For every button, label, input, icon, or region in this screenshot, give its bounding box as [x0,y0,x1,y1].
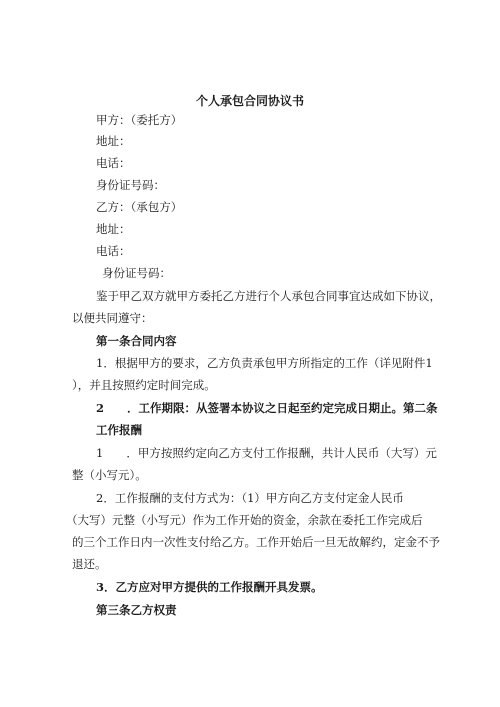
article-1-heading: 第一条合同内容 [96,334,177,348]
intro-line-2: 以便共同遵守： [72,311,153,325]
a2-item2-line2: （大写）元整（小写元）作为工作开始的资金，余款在委托工作完成后 [66,513,423,527]
a1-item1-line2: ），并且按照约定时间完成。 [72,378,216,392]
party-a-id: 身份证号码： [96,178,165,192]
a2-item3: 3．乙方应对甲方提供的工作报酬开具发票。 [96,580,323,594]
party-a-phone: 电话： [96,156,131,170]
party-a-line: 甲方：（委托方） [96,113,183,127]
intro-line-1: 鉴于甲乙双方就甲方委托乙方进行个人承包合同事宜达成如下协议， [96,289,441,303]
a2-item2-line4: 退还。 [72,557,107,571]
a2-item1-line2: 整（小写元）。 [72,468,147,482]
a1-item2-line1: 2 ．工作期限：从签署本协议之日起至约定完成日期止。第二条 [96,401,438,415]
party-b-line: 乙方：（承包方） [96,200,183,214]
article-3-heading: 第三条乙方权责 [96,603,177,617]
party-a-address: 地址： [96,134,131,148]
document-title: 个人承包合同协议书 [195,94,304,108]
a1-item1-line1: 1．根据甲方的要求，乙方负责承包甲方所指定的工作（详见附件1 [96,356,433,370]
party-b-phone: 电话： [96,244,131,258]
a2-item2-line1: 2．工作报酬的支付方式为：（1）甲方向乙方支付定金人民币 [96,491,404,505]
a2-item1-line1: 1 ．甲方按照约定向乙方支付工作报酬，共计人民币（大写）元 [96,446,437,460]
a1-item2-line2: 工作报酬 [96,423,142,437]
party-b-address: 地址： [96,222,131,236]
party-b-id: 身份证号码： [102,266,171,280]
a2-item2-line3: 的三个工作日内一次性支付给乙方。工作开始后一旦无故解约，定金不予 [72,535,440,549]
